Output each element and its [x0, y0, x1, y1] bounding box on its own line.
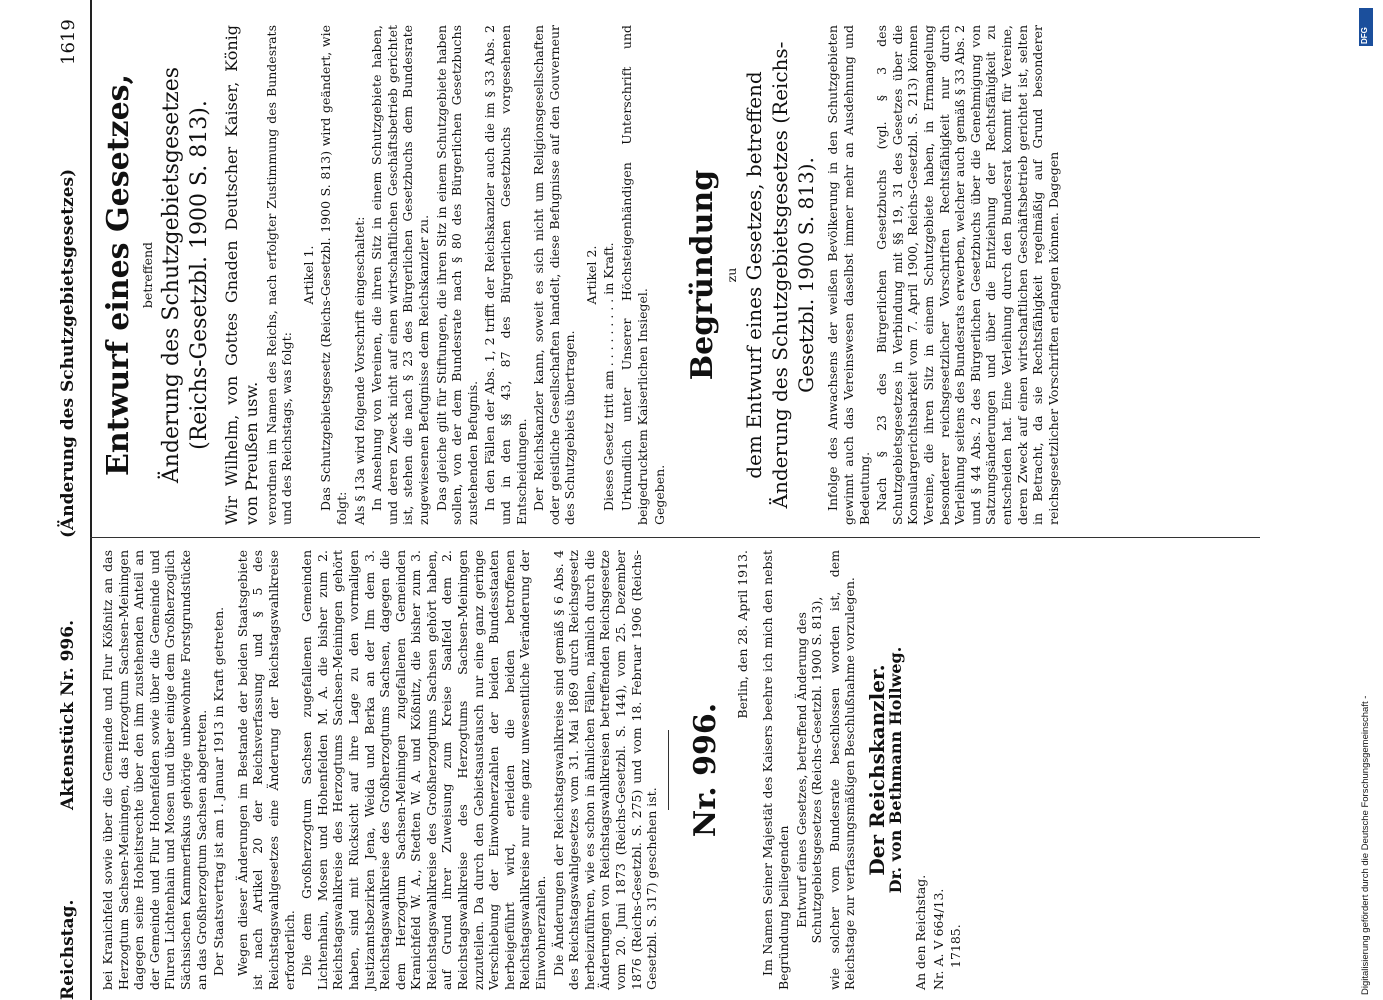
reference-number: Nr. A. V 664/13.	[930, 888, 946, 990]
dfg-logo: DFG	[1359, 8, 1373, 46]
paragraph: Dieses Gesetz tritt am . . . . . . . . . in Kraft.	[601, 242, 617, 511]
paragraph: wie solcher vom Bundesrate beschlossen worden ist, dem Reichstage zur verfassungsmäßigen Beschlußnahme vorzulegen.	[826, 550, 858, 990]
paragraph: Die Änderungen der Reichstagswahlkreise sind gemäß § 6 Abs. 4 des Reichstagswahlgesetzes vom 31. Mai 1869 durch Reichsgesetz herbeizuführen, wie es schon in ähnlichen Fällen, nämlich durch die Änderungen von Reichstagswahlkreisen betreffenden Reichsgesetze vom 20. Juni 1873 (Reichs-Gesetzbl. S. 144), vom 25. Dezember 1876 (Reichs-Gesetzbl. S. 275) und vom 18. Februar 1906 (Reichs-Gesetzbl. S. 317) geschehen ist.	[550, 550, 660, 990]
paragraph: In Ansehung von Vereinen, die ihren Sitz in einem Schutzgebiete haben, und deren Zweck nicht auf einen wirtschaftlichen Geschäftsbetrieb gerichtet ist, stehen die nach § 23 des Bürgerlichen Gesetzbuchs dem Bundesrate zugewiesenen Befugnisse dem Reichskanzler zu.	[369, 25, 431, 525]
paragraph: Wegen dieser Änderungen im Bestande der beiden Staatsgebiete ist nach Artikel 20 der Reichsverfassung und § 5 des Reichstagswahlgesetzes eine Änderung der Reichstagswahlkreise erforderlich.	[234, 550, 297, 990]
paragraph: Urkundlich unter Unserer Höchsteigenhändigen Unterschrift und beigedrucktem Kaiserlichen Insiegel.	[619, 25, 650, 525]
addressee: An den Reichstag.	[913, 874, 929, 990]
signature-name: Dr. von Bethmann Hollweg.	[885, 646, 905, 894]
reference-number: 17185.	[948, 924, 964, 968]
paragraph: Nach § 23 des Bürgerlichen Gesetzbuchs (vgl. § 3 des Schutzgebietsgesetzes in Verbindung mit §§ 19, 31 des Gesetzes über die Konsulargerichtsbarkeit vom 7. April 1900, Reichs-Gesetzbl. S. 213) können Vereine, die ihren Sitz in einem Schutzgebiete haben, in Ermangelung besonderer reichsgesetzlicher Vorschriften Rechtsfähigkeit nur durch Verleihung seitens des Bundesrats erwerben, welcher auch gemäß § 33 Abs. 2 und § 44 Abs. 2 des Bürgerlichen Gesetzbuchs über die Genehmigung von Satzungsänderungen und über die Entziehung der Rechtsfähigkeit zu entscheiden hat. Eine Verleihung durch den Bundesrat kommt für Vereine, deren Zweck auf einen wirtschaftlichen Geschäftsbetrieb gerichtet ist, selten in Betracht, da sie Rechtsfähigkeit regelmäßig auf Grund besonderer reichsgesetzlicher Vorschriften erlangen können. Dagegen	[874, 25, 1061, 525]
paragraph: Infolge des Anwachsens der weißen Bevölkerung in den Schutzgebieten gewinnt auch das Vereinswesen daselbst immer mehr an Ausdehnung und Bedeutung.	[825, 25, 872, 525]
paragraph: verordnen im Namen des Reichs, nach erfolgter Zustimmung des Bundesrats und des Reichstags, was folgt:	[263, 25, 295, 525]
paragraph: Im Namen Seiner Majestät des Kaisers beehre ich mich den nebst Begründung beiliegenden	[760, 550, 791, 990]
justification-zu: zu	[723, 267, 739, 283]
paragraph: Gegeben.	[652, 464, 668, 525]
paragraph: Als § 13a wird folgende Vorschrift eingeschaltet:	[351, 216, 367, 525]
place-date: Berlin, den 28. April 1913.	[734, 550, 750, 719]
paragraph: Die dem Großherzogtum Sachsen zugefallenen Gemeinden Lichtenhain, Mosen und Hohenfelden M. A. die bisher zum 2. Reichstagswahlkreise des Herzogtums Sachsen-Meiningen gehört haben, sind mit Rücksicht auf ihre Lage zu den vormaligen Justizamtsbezirken Jena, Weida und Berka an der Ilm dem 3. Reichstagswahlkreise des Großherzogtums Sachsen, dagegen die dem Herzogtum Sachsen-Meiningen zugefallenen Gemeinden Kranichfeld W. A., Stedten W. A. und Kößnitz, die bisher zum 3. Reichstagswahlkreise des Großherzogtums Sachsen gehört haben, auf Grund ihrer Zuweisung zum Kreise Saalfeld dem 2. Reichstagswahlkreise des Herzogtums Sachsen-Meiningen zuzuteilen. Da durch den Gebietsaustausch nur eine ganz geringe Verschiebung der Einwohnerzahlen der beiden Bundesstaaten herbeigeführt wird, erleiden die beiden betroffenen Reichstagswahlkreise nur eine ganz unwesentliche Veränderung der Einwohnerzahlen.	[299, 550, 549, 990]
header-middle: Aktenstück Nr. 996.	[58, 619, 78, 810]
header-right-label: (Änderung des Schutzgebietsgesetzes)	[58, 168, 78, 538]
column-right	[100, 25, 1063, 525]
divider	[668, 730, 669, 810]
bill-heading-betreffend: betreffend	[140, 241, 155, 309]
paragraph: Das Schutzgebietsgesetz (Reichs-Gesetzbl. 1900 S. 813) wird geändert, wie folgt:	[318, 25, 349, 525]
justification-subtitle: dem Entwurf eines Gesetzes, betreffend Änderung des Schutzgebietsgesetzes (Reichs-Gesetzbl. 1900 S. 813).	[742, 41, 819, 509]
digitization-credit	[1357, 0, 1377, 1000]
bill-heading: Entwurf eines Gesetzes,	[101, 73, 136, 477]
bill-subtitle: Änderung des Schutzgebietsgesetzes (Reichs-Gesetzbl. 1900 S. 813).	[158, 66, 212, 484]
paragraph: Der Reichskanzler kann, soweit es sich nicht um Religionsgesellschaften oder geistliche Gesellschaften handelt, diese Befugnisse auf den Gouverneur des Schutzgebiets übertragen.	[531, 25, 578, 525]
paragraph: Das gleiche gilt für Stiftungen, die ihren Sitz in einem Schutzgebiete haben sollen, von der dem Bundesrate nach § 80 des Bürgerlichen Gesetzbuchs zustehenden Befugnis.	[433, 25, 480, 525]
column-rule	[90, 537, 1260, 538]
running-header	[50, 0, 92, 1000]
enactment-formula: Wir Wilhelm, von Gottes Gnaden Deutscher Kaiser, König von Preußen usw.	[221, 25, 261, 525]
document-page	[50, 0, 1340, 1000]
article-heading: Artikel 2.	[583, 245, 599, 305]
credit-text: Digitalisierung gefördert durch die Deutsche Forschungsgemeinschaft -	[1360, 695, 1371, 995]
article-heading: Artikel 1.	[300, 245, 316, 305]
paragraph: In den Fällen der Abs. 1, 2 trifft der Reichskanzler auch die im § 33 Abs. 2 und in den §§ 43, 87 des Bürgerlichen Gesetzbuchs vorgesehenen Entscheidungen.	[482, 25, 529, 525]
paragraph: Der Staatsvertrag ist am 1. Januar 1913 in Kraft getreten.	[211, 606, 227, 976]
column-left	[100, 550, 966, 990]
signature-title: Der Reichskanzler.	[864, 664, 889, 876]
paragraph: bei Kranichfeld sowie über die Gemeinde und Flur Kößnitz an das Herzogtum Sachsen-Meiningen, das Herzogtum Sachsen-Meiningen dagegen seine Hoheitsrechte über den ihm zustehenden Anteil an der Gemeinde und Flur Hohenfelden sowie über die Gemeinde und Fluren Lichtenhain und Mosen und über einige dem Großherzoglich Sächsischen Kammerfiskus gehörige unbewohnte Forstgrundstücke an das Großherzogtum Sachsen abgetreten.	[100, 550, 209, 990]
page-number: 1619	[58, 19, 79, 65]
header-left: Reichstag.	[58, 899, 78, 1000]
document-number: Nr. 996.	[687, 702, 723, 838]
bill-title: Entwurf eines Gesetzes, betreffend Änderung des Schutzgebietsgesetzes (Reichs-Gesetzbl. 1900 S. 813),	[793, 596, 825, 944]
justification-heading: Begründung	[684, 169, 720, 381]
